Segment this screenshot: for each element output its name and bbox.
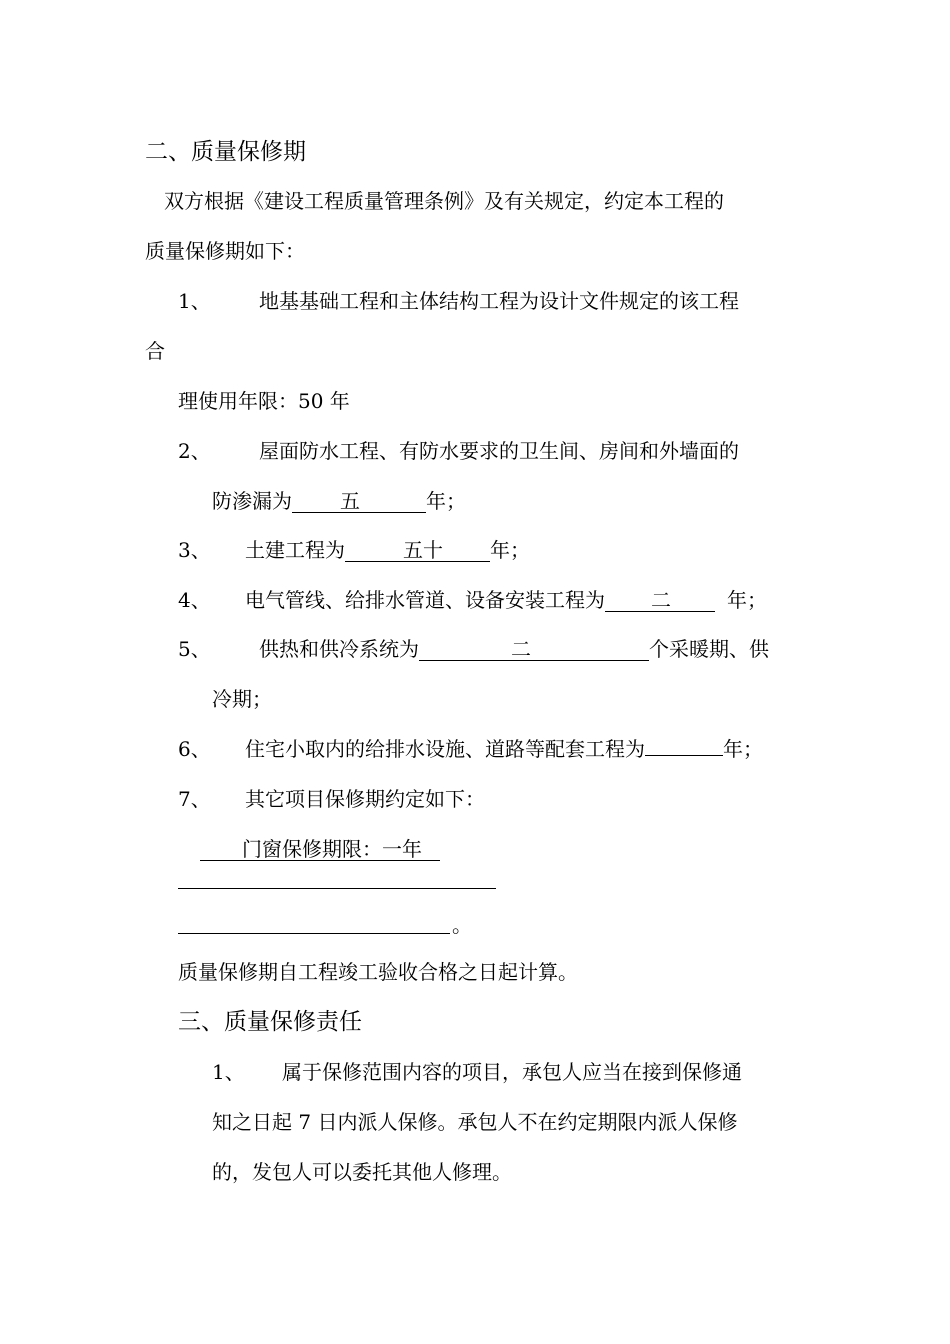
- item6-line: [245, 736, 763, 762]
- item6-number: 6、: [178, 737, 211, 761]
- item3-blank-value: 五十: [345, 539, 490, 562]
- item4-suffix: 年；: [727, 588, 767, 612]
- item4-line: [245, 587, 767, 613]
- item4-blank-value: 二: [605, 589, 715, 612]
- item2-suffix: 年；: [426, 489, 466, 513]
- section3-item1-line1: 属于保修范围内容的项目，承包人应当在接到保修通: [282, 1060, 742, 1084]
- item2-number: 2、: [178, 439, 211, 463]
- item7-text: 其它项目保修期约定如下：: [245, 787, 485, 811]
- item2-continuation: [212, 488, 466, 514]
- item5-number: 5、: [178, 637, 211, 661]
- item4-number: 4、: [178, 588, 211, 612]
- blank-underline-1: [178, 888, 496, 889]
- section2-intro-line2: 质量保修期如下：: [145, 239, 305, 263]
- item1-number: 1、: [178, 289, 211, 313]
- item7-number: 7、: [178, 787, 211, 811]
- other-items-value-line: [200, 836, 440, 862]
- item3-suffix: 年；: [490, 538, 530, 562]
- section2-heading: 二、质量保修期: [145, 139, 306, 165]
- item1-continuation: 合: [145, 339, 165, 363]
- blank-period: 。: [452, 913, 472, 937]
- item5-line: [259, 636, 769, 662]
- warranty-start-note: 质量保修期自工程竣工验收合格之日起计算。: [178, 960, 578, 984]
- item3-line: [245, 537, 530, 563]
- blank-underline-2: [178, 933, 450, 934]
- section3-item1-line3: 的，发包人可以委托其他人修理。: [212, 1160, 512, 1184]
- item3-prefix: 土建工程为: [245, 538, 345, 562]
- section3-item1-number: 1、: [212, 1060, 245, 1084]
- item6-suffix: 年；: [723, 737, 763, 761]
- section3-heading: 三、质量保修责任: [178, 1009, 362, 1035]
- item5-suffix: 个采暖期、供: [649, 637, 769, 661]
- item5-prefix: 供热和供冷系统为: [259, 637, 419, 661]
- item1-text: 地基基础工程和主体结构工程为设计文件规定的该工程: [259, 289, 739, 313]
- section3-item1-line2: 知之日起 7 日内派人保修。承包人不在约定期限内派人保修: [212, 1110, 738, 1134]
- item2-prefix: 防渗漏为: [212, 489, 292, 513]
- item6-blank-value: [645, 755, 723, 756]
- section2-intro-line1: 双方根据《建设工程质量管理条例》及有关规定，约定本工程的: [164, 189, 724, 213]
- item2-text: 屋面防水工程、有防水要求的卫生间、房间和外墙面的: [259, 439, 739, 463]
- item5-blank-value: 二: [419, 638, 649, 661]
- other-items-value: 门窗保修期限：一年: [200, 838, 440, 861]
- item3-number: 3、: [178, 538, 211, 562]
- item6-prefix: 住宅小取内的给排水设施、道路等配套工程为: [245, 737, 645, 761]
- item1-continuation-2: 理使用年限：50 年: [178, 389, 350, 413]
- item5-continuation: 冷期；: [212, 687, 272, 711]
- item4-prefix: 电气管线、给排水管道、设备安装工程为: [245, 588, 605, 612]
- item2-blank-value: 五: [292, 490, 426, 513]
